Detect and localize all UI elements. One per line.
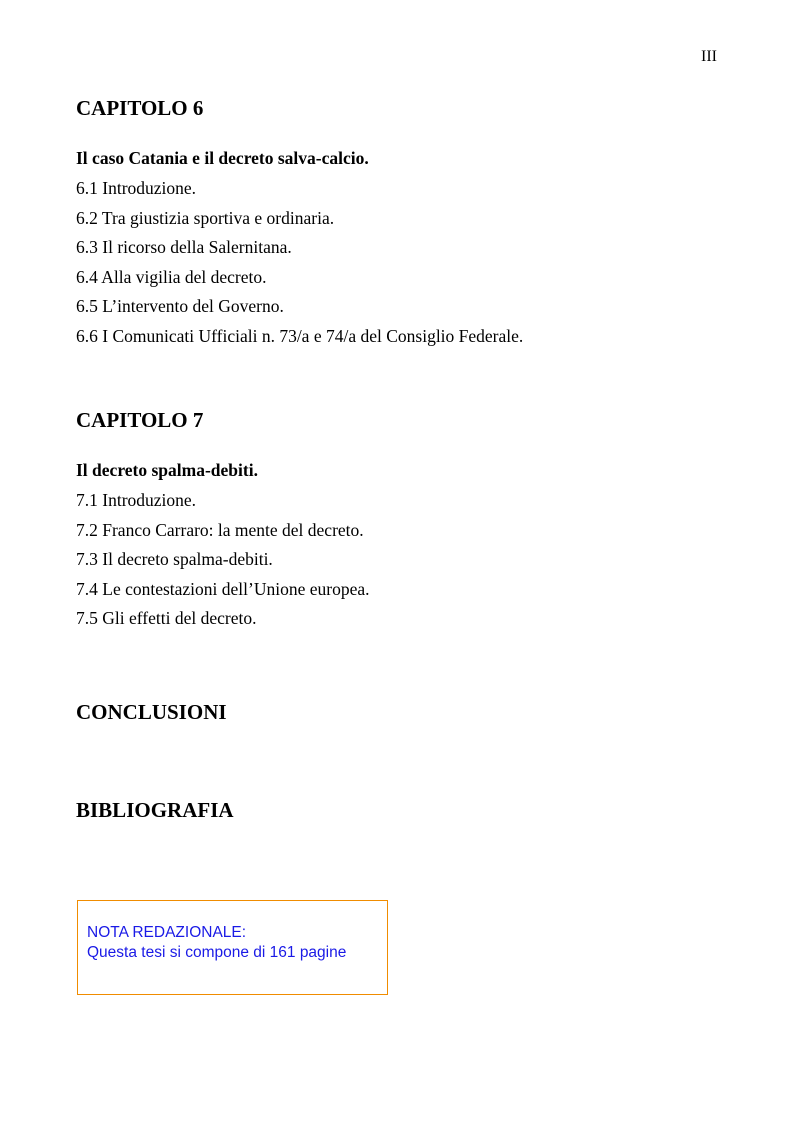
toc-item-7-2: 7.2 Franco Carraro: la mente del decreto. bbox=[76, 519, 364, 540]
conclusions-title: CONCLUSIONI bbox=[76, 700, 227, 724]
toc-item-7-3: 7.3 Il decreto spalma-debiti. bbox=[76, 549, 273, 570]
toc-item-7-5: 7.5 Gli effetti del decreto. bbox=[76, 608, 257, 629]
toc-item-6-1: 6.1 Introduzione. bbox=[76, 178, 197, 198]
editorial-note-text: Questa tesi si compone di 161 pagine bbox=[87, 944, 347, 961]
editorial-note-box bbox=[77, 900, 388, 995]
toc-item-6-5: 6.5 L’intervento del Governo. bbox=[76, 296, 284, 317]
toc-item-7-1: 7.1 Introduzione. bbox=[76, 490, 197, 510]
chapter-7-toc-list bbox=[76, 490, 370, 638]
bibliography-title: BIBLIOGRAFIA bbox=[76, 798, 234, 822]
chapter-7-title: CAPITOLO 7 bbox=[76, 408, 204, 432]
toc-item-6-2: 6.2 Tra giustizia sportiva e ordinaria. bbox=[76, 207, 335, 228]
chapter-7-subtitle: Il decreto spalma-debiti. bbox=[76, 460, 258, 480]
chapter-6-subtitle: Il caso Catania e il decreto salva-calcio. bbox=[76, 148, 369, 168]
chapter-6-toc-list bbox=[76, 178, 523, 356]
chapter-6-title: CAPITOLO 6 bbox=[76, 96, 204, 120]
toc-item-7-4: 7.4 Le contestazioni dell’Unione europea. bbox=[76, 578, 370, 599]
toc-item-6-3: 6.3 Il ricorso della Salernitana. bbox=[76, 237, 292, 258]
page-number: III bbox=[701, 48, 717, 65]
toc-item-6-6: 6.6 I Comunicati Ufficiali n. 73/a e 74/a del Consiglio Federale. bbox=[76, 325, 524, 346]
editorial-note-heading: NOTA REDAZIONALE: bbox=[87, 924, 247, 941]
toc-item-6-4: 6.4 Alla vigilia del decreto. bbox=[76, 266, 267, 287]
